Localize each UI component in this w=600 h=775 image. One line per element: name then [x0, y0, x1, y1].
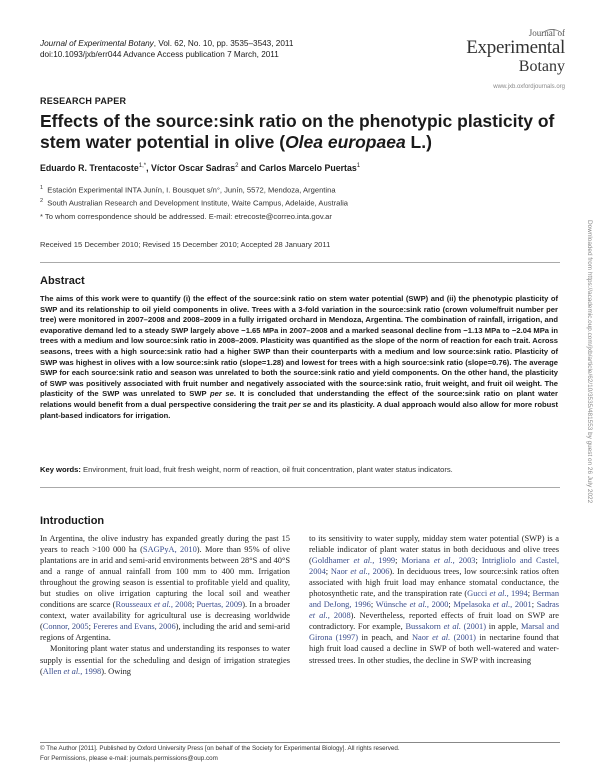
citation-link[interactable]: et al. — [492, 600, 511, 610]
citation-link[interactable]: Intrigliolo and Castel, 2004 — [309, 556, 560, 577]
affiliation: $^2$ South Australian Research and Development Institute, Waite Campus, Adelaide, Australia — [40, 198, 348, 208]
citation-link[interactable]: Gucci — [467, 589, 490, 599]
citation-link[interactable]: Bussakorn — [405, 622, 444, 632]
citation-link[interactable]: et al. — [409, 600, 427, 610]
citation-link[interactable]: , 2008 — [327, 611, 351, 621]
citation-link[interactable]: et al. — [309, 611, 328, 621]
body-text: in nectarine found that high fruit load caused a decline in SWP of both well-watered and water-stressed trees. In other studies, the decline in SWP with increasing — [309, 633, 559, 665]
section-label: RESEARCH PAPER — [40, 96, 127, 106]
abstract-heading: Abstract — [40, 275, 85, 287]
logo-experimental: Experimental — [466, 37, 565, 58]
paragraph — [309, 533, 559, 666]
body-text: ; — [395, 556, 402, 566]
citation-link[interactable]: Naor — [411, 633, 433, 643]
citation-link[interactable]: , 2008 — [170, 600, 192, 610]
citation-link[interactable]: Moriana — [401, 556, 434, 566]
affiliation: $^1$ Estación Experimental INTA Junín, I. Bousquet s/n°, Junín, 5572, Mendoza, Argentina — [40, 185, 336, 195]
abstract-text: The aims of this work were to quantify (i) the effect of the source:sink ratio on stem water potential (SWP) and (ii) the phenotypic plasticity of SWP and its relationship to oil yield components in olive. Trees with a 3-fold variation in the source:sink ratio (crown volume/fruit number per tree) were monitored in 2007–2008 and 2008–2009 in a fully irrigated orchard in Mendoza, Argentina. The combination of rainfall, irrigation, and evaporative demand led to a steady SWP largely above −1.65 MPa in 2007–2008 and a marked seasonal decline from −1.13 MPa to −2.04 MPa in trees with a medium and low source:sink ratio in 2008–2009. Plasticity was quantified as the slope of the norm of reaction for each trait. Across seasons, trees with a high source:sink ratio had a higher SWP than their counterparts with a medium and low source:sink ratio. Plasticity of SWP was highest in olives with a low source:sink ratio (slope=1.28) and lowest for trees with a high source:sink ratio (slope=0.76). The average SWP for each source:sink ratio and season was unrelated to both the source:sink ratio and yield components. On the other hand, the plasticity of SWP was positively associated with fruit number and negatively associated with the source:sink ratio, fruit weight, and fruit oil weight. The plasticity of the SWP was unrelated to SWP per se. It is concluded that understanding the effect of the source:sink ratio on plant water relations would benefit from a dual perspective considering the trait per se and its plasticity. A dual approach would also allow for more robust plant-based indicators for irrigation. — [40, 294, 559, 420]
keywords-label: Key words: — [40, 465, 81, 474]
body-text: ; — [527, 589, 533, 599]
download-watermark: Downloaded from https://academic.oup.com/jxb/article/62/10/3535/481553 by guest on 26 July 2022 — [586, 220, 593, 504]
body-text: ; — [448, 600, 454, 610]
logo-journal-of: Journal of — [528, 28, 565, 38]
body-text: ). In deciduous trees, low source:sink ratios often associated with high fruit load may enhance stomatal conductance, the photosynthetic rate, and the transpiration rate ( — [309, 567, 559, 599]
citation-link[interactable]: Rousseaux — [115, 600, 154, 610]
citation-link[interactable]: et al. — [63, 666, 81, 676]
body-text: in peach, and — [358, 633, 412, 643]
citation-link[interactable]: Fereres and Evans, 2006 — [93, 622, 176, 632]
body-text: ). More than 95% of olive plantations are in arid and semi-arid environments between 28°S and 40°S and a range of annual rainfall from 100 mm to 400 mm. Irrigation throughout the growing season is essential to profitable yield and quality, but studies on olive irrigation capturing the local soil and weather conditions are scarce ( — [40, 545, 290, 610]
copyright-notice: © The Author [2011]. Published by Oxford University Press [on behalf of the Society for Experimental Biology]. All rights reserved. — [40, 745, 400, 752]
introduction-left-column — [40, 533, 290, 677]
citation-link[interactable]: Naor — [330, 567, 351, 577]
journal-header — [40, 38, 293, 60]
paper-title: Effects of the source:sink ratio on the phenotypic plasticity of stem water potential in olive (Olea europaea L.) — [40, 111, 555, 152]
citation-link[interactable]: Goldhamer — [311, 556, 354, 566]
divider — [40, 487, 560, 488]
body-text: ; — [325, 567, 331, 577]
body-text: in apple, — [486, 622, 521, 632]
citation-link[interactable]: Connor, 2005 — [42, 622, 89, 632]
body-text: In Argentina, the olive industry has expanded greatly during the past 15 years to reach >100 000 ha ( — [40, 534, 290, 555]
citation-link[interactable]: , 2000 — [426, 600, 449, 610]
body-text: ). Nevertheless, reported effects of fruit load on SWP are contradictory. For example, — [309, 611, 560, 632]
citation-link[interactable]: , 1994 — [506, 589, 528, 599]
citation-link[interactable]: Mpelasoka — [453, 600, 493, 610]
paragraph — [40, 643, 290, 676]
body-text: ), including the arid and semi-arid regions of Argentina. — [40, 622, 290, 643]
citation-link[interactable]: et al. — [353, 556, 373, 566]
body-text: Monitoring plant water status and understanding its responses to water supply is essential for the scheduling and design of irrigation strategies ( — [40, 644, 290, 676]
citation-link[interactable]: Berman and DeJong, 1996 — [309, 589, 560, 610]
citation-link[interactable]: Puertas, 2009 — [196, 600, 243, 610]
citation-link[interactable]: et al. — [154, 600, 171, 610]
introduction-heading: Introduction — [40, 515, 105, 527]
citation-link[interactable]: , 2006 — [367, 567, 390, 577]
author: Carlos Marcelo Puertas — [258, 163, 357, 173]
citation-link[interactable]: et al. — [433, 556, 453, 566]
citation-link[interactable]: , 2001 — [510, 600, 532, 610]
body-text: ; — [88, 622, 94, 632]
citation-link[interactable]: SAGPyA, 2010 — [142, 545, 197, 555]
body-text: ; — [475, 556, 482, 566]
logo-url: www.jxb.oxfordjournals.org — [493, 84, 565, 90]
journal-logo — [466, 28, 565, 100]
citation-link[interactable]: (2001) — [450, 633, 476, 643]
species-name: Olea europaea — [285, 132, 406, 152]
submission-dates: Received 15 December 2010; Revised 15 December 2010; Accepted 28 January 2011 — [40, 240, 331, 249]
citation-link[interactable]: Allen — [42, 666, 64, 676]
divider — [40, 262, 560, 263]
citation-link[interactable]: et al. — [350, 567, 368, 577]
journal-citation: Journal of Experimental Botany, Vol. 62, No. 10, pp. 3535–3543, 2011 — [40, 39, 294, 48]
body-text: ; — [370, 600, 376, 610]
author-list: Eduardo R. Trentacoste$^{1,*}$, Víctor Oscar Sadras$^2$ and Carlos Marcelo Puertas$^1$ — [40, 163, 361, 173]
keywords: Key words: Environment, fruit load, fruit fresh weight, norm of reaction, oil fruit concentration, plant water status indicators. — [40, 465, 453, 474]
citation-link[interactable]: Sadras — [536, 600, 560, 610]
author: Víctor Oscar Sadras — [150, 163, 236, 173]
permissions-notice: For Permissions, please e-mail: journals.permissions@oup.com — [40, 755, 218, 762]
divider — [40, 742, 560, 743]
body-text: ). Owing — [101, 666, 131, 676]
citation-link[interactable]: et al. — [443, 622, 461, 632]
citation-link[interactable]: , 1999 — [372, 556, 396, 566]
citation-link[interactable]: Wünsche — [375, 600, 410, 610]
citation-link[interactable]: et al. — [489, 589, 507, 599]
body-text: ; — [191, 600, 197, 610]
citation-link[interactable]: , 1998 — [80, 666, 102, 676]
introduction-right-column — [309, 533, 559, 666]
citation-link[interactable]: et al. — [432, 633, 451, 643]
logo-botany: Botany — [518, 58, 565, 75]
paragraph — [40, 533, 290, 643]
citation-link[interactable]: Marsal and Girona (1997) — [309, 622, 560, 643]
citation-link[interactable]: , 2003 — [452, 556, 476, 566]
body-text: ; — [531, 600, 537, 610]
correspondence-note: * To whom correspondence should be addressed. E-mail: etrecoste@correo.inta.gov.ar — [40, 212, 332, 221]
body-text: ). In a broader context, water availability for agricultural use is decreasing worldwide ( — [40, 600, 291, 632]
citation-link[interactable]: (2001) — [460, 622, 487, 632]
body-text: to its sensitivity to water supply, midday stem water potential (SWP) is a reliable indicator of plant water status in both deciduous and olive trees ( — [309, 534, 559, 566]
author: Eduardo R. Trentacoste — [40, 163, 139, 173]
journal-name: Journal of Experimental Botany — [40, 39, 154, 48]
doi-line: doi:10.1093/jxb/err044 Advance Access publication 7 March, 2011 — [40, 50, 279, 59]
